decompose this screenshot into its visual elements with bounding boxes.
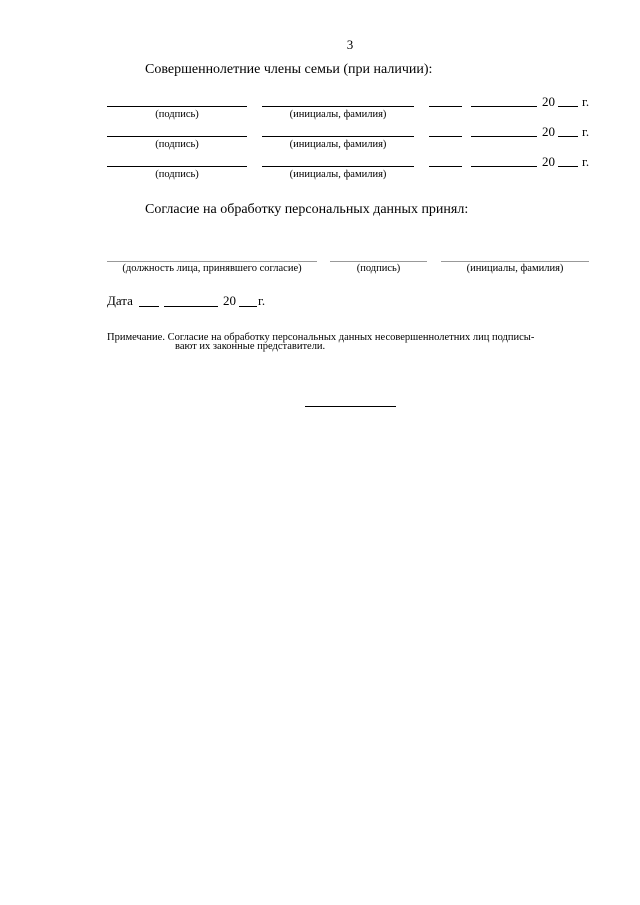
month-line[interactable] xyxy=(471,106,537,107)
name-line[interactable] xyxy=(262,106,414,107)
year-prefix: 20 xyxy=(542,154,555,169)
year-suffix: г. xyxy=(582,124,590,139)
date-year-line[interactable] xyxy=(239,306,257,307)
name-line[interactable] xyxy=(262,136,414,137)
day-line[interactable] xyxy=(429,136,462,137)
month-line[interactable] xyxy=(471,166,537,167)
day-line[interactable] xyxy=(429,166,462,167)
month-line[interactable] xyxy=(471,136,537,137)
year-line[interactable] xyxy=(558,136,578,137)
year-line[interactable] xyxy=(558,166,578,167)
name-line[interactable] xyxy=(262,166,414,167)
caption-acceptor-signature: (подпись) xyxy=(356,263,401,274)
date-label: Дата xyxy=(107,293,133,308)
signature-line[interactable] xyxy=(107,106,247,107)
year-prefix: 20 xyxy=(542,94,555,109)
family-members-heading: Совершеннолетние члены семьи (при наличии): xyxy=(145,62,433,77)
caption-name: (инициалы, фамилия) xyxy=(289,139,387,150)
note-line-2: вают их законные представители. xyxy=(175,341,326,352)
year-line[interactable] xyxy=(558,106,578,107)
caption-acceptor-name: (инициалы, фамилия) xyxy=(466,263,564,274)
date-month-line[interactable] xyxy=(164,306,218,307)
caption-position: (должность лица, принявшего согласие) xyxy=(122,263,302,274)
caption-signature: (подпись) xyxy=(155,109,199,120)
note-line-1: Примечание. Согласие на обработку персональных данных несовершеннолетних лиц подписы- xyxy=(107,332,535,343)
caption-signature: (подпись) xyxy=(155,169,199,180)
end-divider xyxy=(305,406,396,407)
date-day-line[interactable] xyxy=(139,306,159,307)
consent-heading: Согласие на обработку персональных данных принял: xyxy=(145,202,469,217)
date-year-suffix: г. xyxy=(258,293,266,308)
signature-line[interactable] xyxy=(107,166,247,167)
position-line[interactable] xyxy=(107,261,317,262)
page-number: 3 xyxy=(346,37,354,52)
signature-line[interactable] xyxy=(107,136,247,137)
date-year-prefix: 20 xyxy=(223,293,236,308)
year-suffix: г. xyxy=(582,154,590,169)
acceptor-signature-line[interactable] xyxy=(330,261,427,262)
year-suffix: г. xyxy=(582,94,590,109)
day-line[interactable] xyxy=(429,106,462,107)
acceptor-name-line[interactable] xyxy=(441,261,589,262)
caption-name: (инициалы, фамилия) xyxy=(289,109,387,120)
caption-signature: (подпись) xyxy=(155,139,199,150)
caption-name: (инициалы, фамилия) xyxy=(289,169,387,180)
year-prefix: 20 xyxy=(542,124,555,139)
